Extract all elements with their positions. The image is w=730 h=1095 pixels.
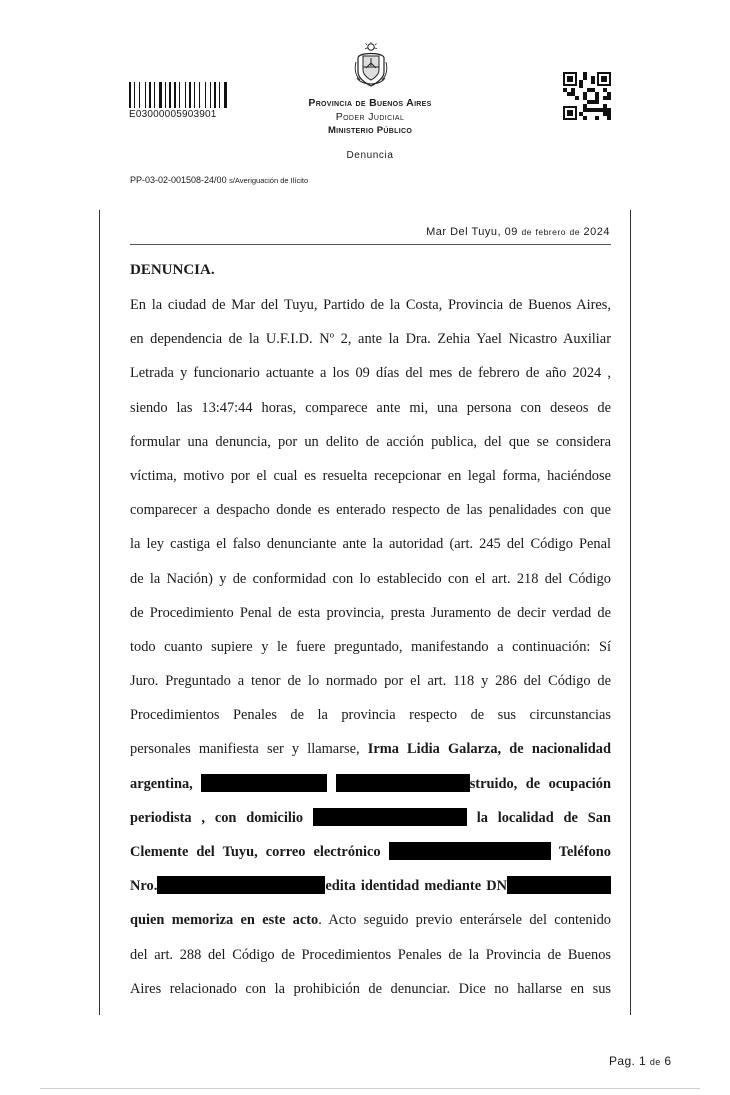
qr-module <box>591 100 595 104</box>
org-ministry: Ministerio Público <box>327 125 413 136</box>
redaction-bar <box>313 808 467 826</box>
body-line: todo cuanto supiere y le fuere preguntado, manifestando a continuación: Sí <box>130 638 611 655</box>
qr-module <box>579 84 583 88</box>
document-body <box>130 293 611 1011</box>
redaction-bar <box>507 876 611 894</box>
org-judicial-power: Poder Judicial <box>335 111 405 123</box>
date-place: Mar Del Tuyu, <box>426 226 502 238</box>
page-total: 6 <box>664 1054 672 1068</box>
qr-module <box>603 104 607 108</box>
barcode-bar <box>136 82 138 108</box>
body-line: comparecer a despacho donde es enterado respecto de las penalidades con que <box>130 502 611 519</box>
barcode-bar <box>224 82 227 108</box>
body-text-bold: Clemente del Tuyu, correo electrónico <box>130 844 381 860</box>
body-text-bold: Nro. <box>130 878 158 895</box>
barcode-bar <box>174 82 176 108</box>
qr-module <box>607 116 611 120</box>
body-line <box>130 874 611 908</box>
right-margin-rule <box>630 210 631 1015</box>
qr-module <box>587 100 591 104</box>
org-province: Provincia de Buenos Aires <box>308 97 432 109</box>
body-line: Procedimientos Penales de la provincia respecto de sus circunstancias <box>130 707 611 724</box>
page-number <box>609 1054 671 1068</box>
qr-module <box>575 96 579 100</box>
barcode-bar <box>147 82 148 108</box>
barcode-bar <box>192 82 193 108</box>
barcode-bar <box>217 82 218 108</box>
body-line <box>130 772 611 806</box>
redaction-bar <box>157 876 325 894</box>
barcode-bar <box>181 82 184 108</box>
redaction-bar <box>389 842 551 860</box>
qr-module <box>583 96 587 100</box>
document-type: Denuncia <box>346 150 394 161</box>
barcode-bar <box>214 82 216 108</box>
barcode-bar <box>163 82 164 108</box>
barcode-bar <box>212 82 213 108</box>
barcode-bar <box>132 82 133 108</box>
barcode-bar <box>152 82 153 108</box>
qr-module <box>583 104 587 108</box>
body-text-bold: Teléfono <box>558 844 612 860</box>
body-text-bold: struido, de ocupación <box>469 775 611 792</box>
qr-module <box>579 112 583 116</box>
qr-module <box>567 92 571 96</box>
qr-module <box>587 108 591 112</box>
body-line <box>130 806 611 840</box>
body-text-bold: la localidad de San <box>476 809 611 826</box>
body-text: . Acto seguido previo enterársele del contenido <box>318 912 611 929</box>
redaction-bar <box>336 774 470 792</box>
qr-module <box>583 92 587 96</box>
qr-module <box>563 88 567 92</box>
page-label: Pag. <box>609 1054 636 1068</box>
barcode-bar <box>210 82 211 108</box>
body-line: de la Nación) y de conformidad con lo establecido con el art. 218 del Código <box>130 570 611 587</box>
qr-module <box>607 108 611 112</box>
date-de-2: de <box>569 227 580 237</box>
case-subject: s/Averiguación de Ilícito <box>229 176 309 185</box>
qr-module <box>603 112 607 116</box>
qr-module <box>583 108 587 112</box>
barcode-bar <box>199 82 200 108</box>
body-text: personales manifiesta ser y llamarse, <box>130 741 360 758</box>
date-divider <box>130 244 611 245</box>
qr-module <box>571 92 575 96</box>
page-of: de <box>649 1057 661 1067</box>
body-line <box>130 737 611 771</box>
body-line: de Procedimiento Penal de esta provincia, presta Juramento de decir verdad de <box>130 604 611 621</box>
body-line: Juro. Preguntado a tenor de lo normado por el art. 118 y 286 del Código de <box>130 673 611 690</box>
qr-code-icon <box>563 72 611 120</box>
qr-module <box>579 80 583 84</box>
barcode-number: E03000005903901 <box>129 109 217 120</box>
qr-module <box>595 116 599 120</box>
body-text-bold: edita identidad mediante DN <box>325 878 507 895</box>
qr-module <box>571 88 575 92</box>
barcode-bar <box>149 82 151 108</box>
date-year: 2024 <box>583 226 610 238</box>
qr-module <box>591 76 595 80</box>
qr-module <box>607 92 611 96</box>
qr-module <box>583 76 587 80</box>
barcode-bar <box>205 82 206 108</box>
qr-module <box>591 88 595 92</box>
barcode-bar <box>139 82 140 108</box>
qr-module <box>603 88 607 92</box>
barcode-bar <box>165 82 166 108</box>
case-reference <box>130 175 308 185</box>
complainant-name: Irma Lidia Galarza, de nacionalidad <box>367 741 611 758</box>
barcode-bar <box>177 82 178 108</box>
barcode-bar <box>145 82 146 108</box>
barcode-bar <box>129 82 131 108</box>
qr-module <box>603 96 607 100</box>
qr-module <box>607 96 611 100</box>
body-line: En la ciudad de Mar del Tuyu, Partido de la Costa, Provincia de Buenos Aires, <box>130 297 611 313</box>
body-line: del art. 288 del Código de Procedimientos Penales de la Provincia de Buenos <box>130 946 611 963</box>
body-line: formular una denuncia, por un delito de acción publica, del que se considera <box>130 433 611 450</box>
barcode-bar <box>169 82 171 108</box>
barcode-bar <box>228 82 229 108</box>
case-number: PP-03-02-001508-24/00 <box>130 175 227 185</box>
body-line: en dependencia de la U.F.I.D. Nº 2, ante la Dra. Zehia Yael Nicastro Auxiliar <box>130 331 611 348</box>
body-line <box>130 840 611 874</box>
qr-module <box>603 108 607 112</box>
barcode-bar <box>189 82 191 108</box>
barcode-bar <box>194 82 195 108</box>
barcode-bar <box>179 82 180 108</box>
barcode-block <box>129 82 239 120</box>
qr-module <box>583 72 587 76</box>
date-line <box>426 226 610 238</box>
barcode-bar <box>207 82 209 108</box>
barcode-bar <box>196 82 198 108</box>
body-text-bold: quien memoriza en este acto <box>130 912 319 929</box>
barcode-bar <box>221 82 223 108</box>
qr-module <box>607 112 611 116</box>
organization-header <box>270 96 470 138</box>
qr-module <box>595 100 599 104</box>
qr-module <box>583 116 587 120</box>
provincial-coat-of-arms-icon <box>354 42 388 90</box>
date-de-1: de <box>521 227 532 237</box>
qr-module <box>595 96 599 100</box>
barcode-bar <box>159 82 162 108</box>
body-text-bold: argentina, <box>130 775 193 792</box>
body-line: Letrada y funcionario actuante a los 09 días del mes de febrero de año 2024 , <box>130 365 611 382</box>
body-line: Aires relacionado con la prohibición de denunciar. Dice no hallarse en sus <box>130 980 611 997</box>
body-text-bold: periodista , con domicilio <box>130 809 304 826</box>
barcode-bar <box>219 82 220 108</box>
barcode-bar <box>187 82 188 108</box>
page-current: 1 <box>639 1054 647 1068</box>
barcode-bar <box>172 82 173 108</box>
qr-module <box>595 92 599 96</box>
qr-module <box>599 108 603 112</box>
barcode-bar <box>134 82 135 108</box>
barcode-bar <box>141 82 144 108</box>
bottom-divider <box>40 1088 700 1089</box>
barcode-bar <box>154 82 155 108</box>
qr-module <box>587 88 591 92</box>
date-month: febrero <box>535 227 566 237</box>
left-margin-rule <box>99 210 100 1015</box>
redaction-bar <box>201 774 327 792</box>
barcode-bar <box>156 82 158 108</box>
barcode-bar <box>201 82 204 108</box>
qr-module <box>595 108 599 112</box>
qr-module <box>591 108 595 112</box>
body-line <box>130 908 611 942</box>
barcode-bar <box>167 82 168 108</box>
body-line: siendo las 13:47:44 horas, comparece ante mi, una persona con deseos de <box>130 399 611 416</box>
body-line: la ley castiga el falso denunciante ante la autoridad (art. 245 del Código Penal <box>130 536 611 553</box>
barcode-bar <box>185 82 186 108</box>
barcode-icon <box>129 82 239 108</box>
document-heading: DENUNCIA. <box>130 262 215 278</box>
date-day: 09 <box>504 226 518 238</box>
qr-module <box>591 80 595 84</box>
body-line: víctima, motivo por el cual es resuelta recepcionar en legal forma, haciéndose <box>130 467 611 484</box>
